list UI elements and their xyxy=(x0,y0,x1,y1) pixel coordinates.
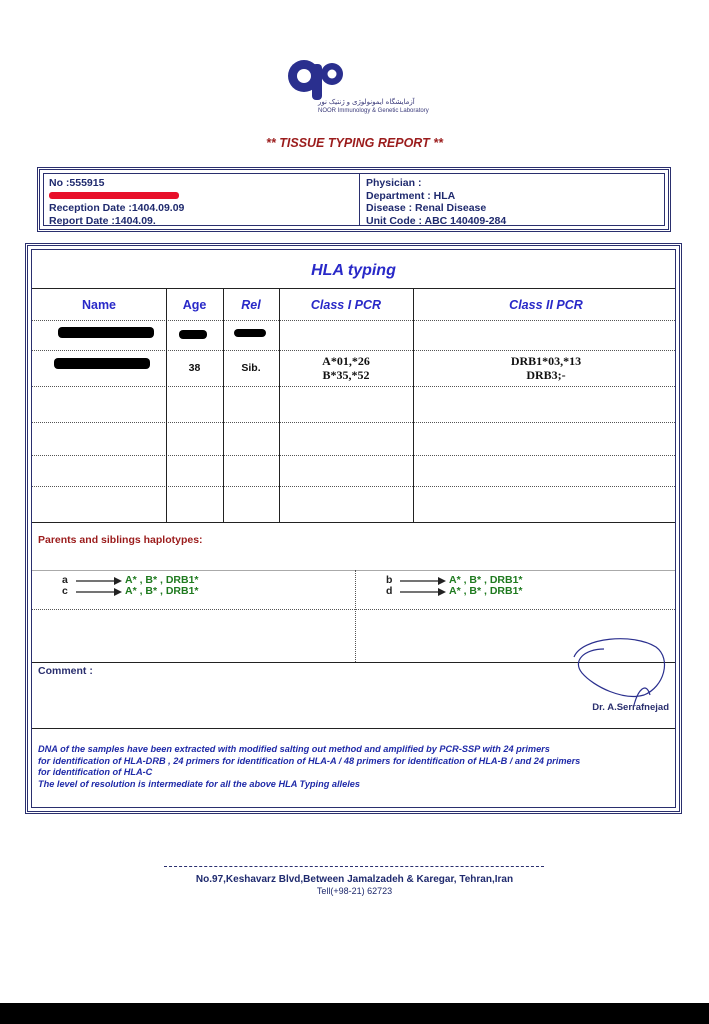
col-header-rel: Rel xyxy=(241,298,261,312)
redacted-age xyxy=(179,330,207,339)
signature-icon xyxy=(564,635,674,710)
haplotype-label: b xyxy=(386,574,393,586)
col-header-name: Name xyxy=(81,298,117,312)
row-rel: Sib. xyxy=(241,362,261,374)
haplotype-label: c xyxy=(62,585,68,597)
redacted-rel xyxy=(234,329,266,337)
class2-drb3: DRB3;- xyxy=(526,368,566,382)
redacted-name xyxy=(54,358,150,369)
col-header-class2: Class II PCR xyxy=(509,298,583,312)
arrow-right-icon xyxy=(76,576,122,586)
report-date: Report Date :1404.09. xyxy=(49,214,156,227)
row-age: 38 xyxy=(188,362,201,374)
method-line: for identification of HLA-C xyxy=(38,767,153,777)
col-header-age: Age xyxy=(182,298,207,312)
footer-divider xyxy=(164,866,544,867)
report-title: ** TISSUE TYPING REPORT ** xyxy=(266,136,443,150)
class2-drb1: DRB1*03,*13 xyxy=(510,354,582,368)
class1-b: B*35,*52 xyxy=(322,368,370,382)
bottom-bar xyxy=(0,1003,709,1024)
lab-logo xyxy=(282,56,442,118)
report-number: No :555915 xyxy=(49,177,105,189)
method-line: DNA of the samples have been extracted with modified salting out method and amplified by PCR-SSP with 24 primers xyxy=(38,744,550,754)
comment-label: Comment : xyxy=(38,665,93,677)
patient-info-left xyxy=(49,177,184,227)
arrow-right-icon xyxy=(400,587,446,597)
department: Department : HLA xyxy=(366,189,456,202)
class1-a: A*01,*26 xyxy=(322,354,370,368)
haplotype-label: a xyxy=(62,574,68,586)
row-class2 xyxy=(413,354,679,382)
redacted-name xyxy=(58,327,154,338)
method-note xyxy=(38,744,678,790)
logo-name-fa: آزمایشگاه ایمونولوژی و ژنتیک نور xyxy=(318,99,415,106)
row-class1 xyxy=(279,354,413,382)
col-header-class1: Class I PCR xyxy=(310,298,382,312)
lab-logo-icon xyxy=(282,56,352,104)
hla-typing-title: HLA typing xyxy=(311,262,396,279)
haplotype-value: A* , B* , DRB1* xyxy=(449,585,523,597)
logo-name-en: NOOR Immunology & Genetic Laboratory xyxy=(318,108,429,114)
footer-telephone: Tell(+98-21) 62723 xyxy=(316,886,393,896)
haplotypes-title: Parents and siblings haplotypes: xyxy=(38,534,203,546)
method-line: for identification of HLA-DRB , 24 primers for identification of HLA-A / 48 primers for identification of HLA-B / and 24 primers xyxy=(38,755,581,766)
patient-name-redacted xyxy=(49,190,184,203)
haplotype-value: A* , B* , DRB1* xyxy=(449,574,523,586)
reception-date: Reception Date :1404.09.09 xyxy=(49,202,185,214)
unit-code: Unit Code : ABC 140409-284 xyxy=(366,214,507,227)
disease: Disease : Renal Disease xyxy=(366,202,487,214)
haplotype-label: d xyxy=(386,585,393,597)
physician: Physician : xyxy=(366,177,422,189)
method-line: The level of resolution is intermediate for all the above HLA Typing alleles xyxy=(38,778,360,789)
doctor-name: Dr. A.Serrafnejad xyxy=(592,702,669,713)
arrow-right-icon xyxy=(400,576,446,586)
arrow-right-icon xyxy=(76,587,122,597)
haplotype-value: A* , B* , DRB1* xyxy=(125,574,199,586)
haplotype-value: A* , B* , DRB1* xyxy=(125,585,199,597)
footer-address: No.97,Keshavarz Blvd,Between Jamalzadeh & Karegar, Tehran,Iran xyxy=(195,874,514,885)
patient-info-box xyxy=(37,167,671,232)
hla-report-frame xyxy=(25,243,682,814)
patient-info-right xyxy=(366,177,506,227)
